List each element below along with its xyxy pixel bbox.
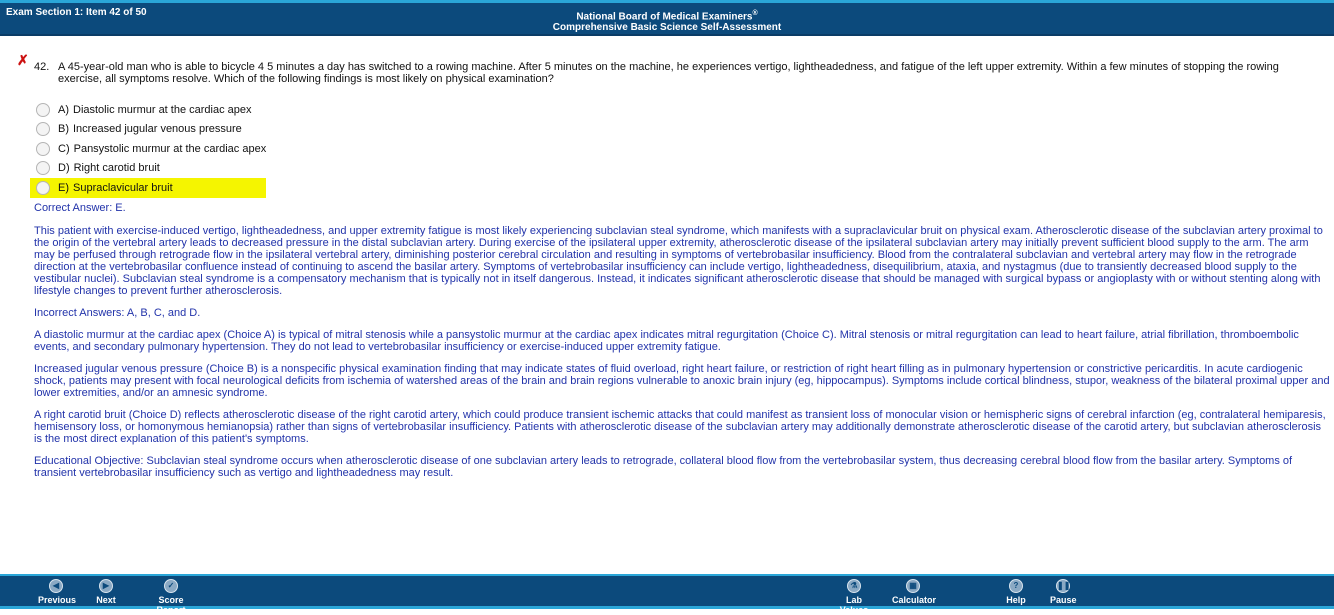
- choice-b-text: Increased jugular venous pressure: [73, 123, 242, 136]
- pause-button[interactable]: [1050, 578, 1076, 605]
- choice-b-letter: B): [58, 123, 69, 136]
- explanation-paragraph-2: A diastolic murmur at the cardiac apex (Choice A) is typical of mitral stenosis while a pansystolic murmur at the cardiac apex indicates mitral regurgitation (Choice C). Mitral stenosis or mitral regurgitation can lead to heart failure, atrial fibrillation, thromboembolic events, and secondary pulmonary hypertension. They do not lead to vertebrobasilar insufficiency or exercise-induced upper extremity fatigue.: [34, 329, 1299, 353]
- choice-d-text: Right carotid bruit: [73, 162, 160, 175]
- choice-b-radio[interactable]: [36, 122, 50, 136]
- choice-e-text: Supraclavicular bruit: [73, 181, 173, 194]
- choice-c-radio[interactable]: [36, 142, 50, 156]
- calculator-button[interactable]: [892, 578, 937, 605]
- exam-org-name: National Board of Medical Examiners: [576, 11, 753, 23]
- choice-e-letter: E): [58, 181, 69, 194]
- choice-c-text: Pansystolic murmur at the cardiac apex: [73, 142, 267, 155]
- registered-mark: ®: [752, 10, 758, 17]
- answer-choices: [36, 100, 266, 198]
- previous-label: Previous: [38, 595, 77, 605]
- choice-c[interactable]: [36, 139, 266, 159]
- exam-subtitle: Comprehensive Basic Science Self-Assessment: [552, 22, 782, 34]
- score-report-button[interactable]: [144, 578, 198, 615]
- exam-title: [0, 8, 1334, 33]
- choice-a-text: Diastolic murmur at the cardiac apex: [73, 103, 252, 116]
- answer-explanation: [34, 202, 1330, 489]
- choice-c-letter: C): [58, 142, 70, 155]
- exam-footer-toolbar: [0, 574, 1334, 615]
- choice-d[interactable]: [36, 159, 266, 179]
- arrow-right-icon: ▶: [99, 579, 113, 593]
- next-label: Next: [96, 595, 116, 605]
- choice-d-radio[interactable]: [36, 161, 50, 175]
- exam-section-label: Exam Section 1: Item 42 of 50: [6, 7, 147, 18]
- lab-values-button[interactable]: [832, 578, 876, 615]
- pause-label: Pause: [1050, 595, 1077, 605]
- arrow-left-icon: ◀: [49, 579, 63, 593]
- educational-objective: Educational Objective: Subclavian steal syndrome occurs when atherosclerotic disease of one subclavian artery leads to retrograde, collateral blood flow from the vertebrobasilar system, thus decreasing cerebral blood flow from the basilar artery. Symptoms of transient vertebrobasilar insufficiency such as vertigo and lightheadedness may result.: [34, 455, 1293, 479]
- question-block: [34, 61, 1304, 85]
- lab-values-label: Lab Values: [839, 595, 869, 615]
- choice-d-letter: D): [58, 162, 70, 175]
- pause-icon: ❚❚: [1056, 579, 1070, 593]
- checkmark-icon: ✓: [164, 579, 178, 593]
- choice-b[interactable]: [36, 120, 266, 140]
- flask-icon: ⚗: [847, 579, 861, 593]
- choice-e-radio[interactable]: [36, 181, 50, 195]
- correct-answer-label: Correct Answer: E.: [34, 202, 126, 214]
- question-number: 42.: [34, 61, 50, 73]
- incorrect-answers-label: Incorrect Answers: A, B, C, and D.: [34, 307, 201, 319]
- question-stem: A 45-year-old man who is able to bicycle 4 5 minutes a day has switched to a rowing machine. After 5 minutes on the machine, he experiences vertigo, lightheadedness, and fatigue of the left upper extremity. Within a few minutes of stopping the rowing exercise, all symptoms resolve. Which of the following findings is most likely on physical examination?: [58, 61, 1279, 85]
- calculator-icon: ▦: [906, 579, 920, 593]
- calculator-label: Calculator: [892, 595, 937, 605]
- explanation-paragraph-4: A right carotid bruit (Choice D) reflects atherosclerotic disease of the right carotid artery, which could produce transient ischemic attacks that could manifest as transient loss of monocular vision or hemispheric signs of cerebral infarction (eg, contralateral hemiparesis, hemisensory loss, or homonymous hemianopsia) rather than signs of vertebrobasilar insufficiency. Patients with atherosclerotic disease of the subclavian artery may additionally demonstrate atherosclerotic disease of the carotid artery, but subclavian atherosclerosis is the most direct explanation of this patient's symptoms.: [34, 409, 1326, 445]
- choice-a-radio[interactable]: [36, 103, 50, 117]
- previous-button[interactable]: [38, 578, 77, 605]
- choice-e[interactable]: [30, 178, 266, 198]
- help-label: Help: [1006, 595, 1026, 605]
- next-button[interactable]: [94, 578, 118, 605]
- red-x-mark-icon[interactable]: ✗: [17, 52, 29, 68]
- explanation-paragraph-3: Increased jugular venous pressure (Choice B) is a nonspecific physical examination finding that may indicate states of fluid overload, right heart failure, or restriction of right heart filling as in pulmonary hypertension or constrictive pericarditis. In acute cardiogenic shock, patients may present with focal neurological deficits from ischemia of watershed areas of the brain and brain regions vulnerable to anoxic brain injury (eg, hippocampus). Symptoms include cortical blindness, stupor, weakness of the bilateral proximal upper and lower extremities, and/or an amnesic syndrome.: [34, 363, 1330, 399]
- score-report-label: Score Report: [156, 595, 186, 615]
- question-content: [0, 36, 1334, 574]
- explanation-paragraph-1: This patient with exercise-induced vertigo, lightheadedness, and upper extremity fatigue is most likely experiencing subclavian steal syndrome, which manifests with a supraclavicular bruit on physical exam. Atherosclerotic disease of the subclavian artery proximal to the origin of the vertebral artery leads to decreased pressure in the distal subclavian artery. During exercise of the ipsilateral upper extremity, atherosclerotic disease of the ipsilateral subclavian artery may initially prevent sufficient blood supply to the arm. The arm may be perfused through retrograde flow in the ipsilateral vertebral artery, diminishing posterior cerebral circulation and resulting in symptoms of vertebrobasilar insufficiency. Blood from the contralateral subclavian and vertebral artery may flow in the retrograde direction at the vertebrobasilar confluence instead of continuing to ascend the basilar artery. Symptoms of vertebrobasilar insufficiency can include vertigo, lightheadedness, disequilibrium, ataxia, and nystagmus (due to transiently decreased blood supply to the vestibular nuclei). Subclavian steal syndrome is a compensatory mechanism that is typically not in itself dangerous. Instead, it indicates significant atherosclerotic disease that should be managed with surgical bypass or angioplasty with or without stenting along with lifestyle changes to prevent further atherosclerosis.: [34, 225, 1323, 297]
- choice-a[interactable]: [36, 100, 266, 120]
- choice-a-letter: A): [58, 103, 69, 116]
- help-button[interactable]: [1006, 578, 1026, 605]
- exam-header: [0, 0, 1334, 36]
- question-icon: ?: [1009, 579, 1023, 593]
